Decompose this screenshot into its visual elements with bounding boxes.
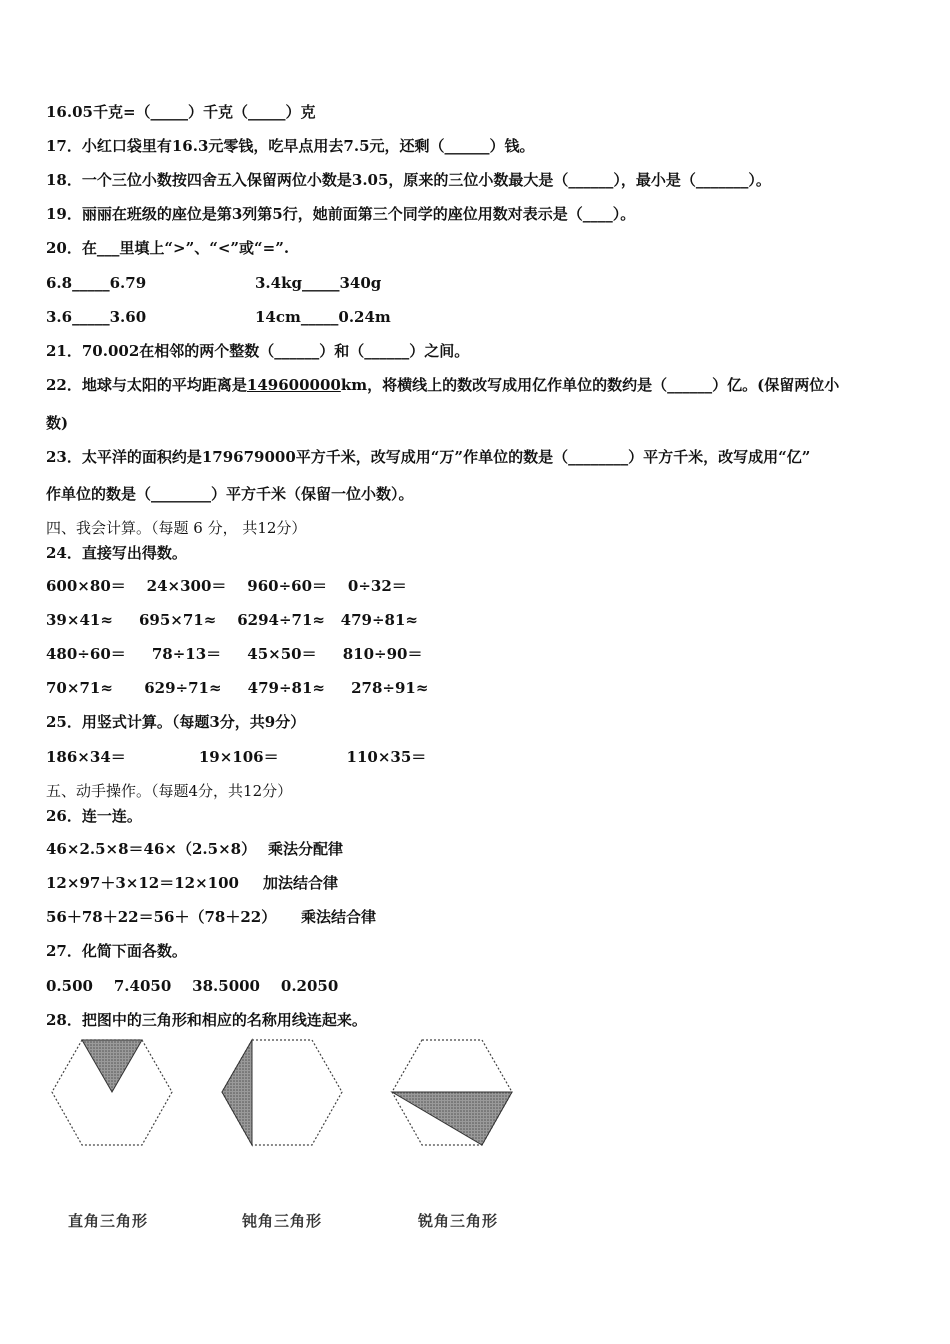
q25-row: 186×34＝ 19×106＝ 110×35＝ bbox=[46, 748, 427, 766]
q17-line: 17．小红口袋里有16.3元零钱，吃早点用去7.5元，还剩（______）钱。 bbox=[46, 137, 535, 155]
q24-row-3: 480÷60＝ 78÷13＝ 45×50＝ 810÷90＝ bbox=[46, 645, 423, 663]
q22-underlined-number: 149600000 bbox=[246, 376, 341, 394]
q24-row-2: 39×41≈ 695×71≈ 6294÷71≈ 479÷81≈ bbox=[46, 611, 418, 629]
q26-law-c: 乘法结合律 bbox=[301, 908, 377, 926]
hexagon-figures bbox=[45, 1035, 525, 1165]
q24-line: 24．直接写出得数。 bbox=[46, 544, 187, 562]
q22-prefix: 22．地球与太阳的平均距离是 bbox=[46, 376, 247, 394]
hexagon-2 bbox=[222, 1040, 342, 1145]
q23-line: 23．太平洋的面积约是179679000平方千米，改写成用“万”作单位的数是（________）平方千米，改写成用“亿” bbox=[46, 448, 811, 466]
q27-line: 27．化简下面各数。 bbox=[46, 942, 187, 960]
q18-line: 18．一个三位小数按四舍五入保留两位小数是3.05，原来的三位小数最大是（______），最小是（_______）。 bbox=[46, 171, 771, 189]
q28-line: 28．把图中的三角形和相应的名称用线连起来。 bbox=[46, 1011, 367, 1029]
caption-acute-triangle: 锐角三角形 bbox=[418, 1212, 499, 1230]
triangle-3-shaded bbox=[392, 1092, 512, 1145]
q26-expr-c: 56＋78＋22＝56＋（78＋22） bbox=[46, 908, 277, 926]
section-4-heading: 四、我会计算。（每题 6 分， 共12分） bbox=[46, 519, 307, 537]
q25-line: 25．用竖式计算。（每题3分，共9分） bbox=[46, 713, 306, 731]
q24-row-4: 70×71≈ 629÷71≈ 479÷81≈ 278÷91≈ bbox=[46, 679, 429, 697]
q19-line: 19．丽丽在班级的座位是第3列第5行，她前面第三个同学的座位用数对表示是（____）。 bbox=[46, 205, 636, 223]
q26-expr-a: 46×2.5×8＝46×（2.5×8） bbox=[46, 840, 257, 858]
triangle-2-shaded bbox=[222, 1040, 252, 1145]
caption-right-triangle: 直角三角形 bbox=[68, 1212, 149, 1230]
q23-line-2: 作单位的数是（________）平方千米（保留一位小数）。 bbox=[46, 485, 414, 503]
q20-item-c: 3.6_____3.60 bbox=[46, 308, 147, 326]
q22-line-2: 数) bbox=[46, 414, 69, 432]
q26-law-a: 乘法分配律 bbox=[268, 840, 344, 858]
q20-item-d: 14cm_____0.24m bbox=[255, 308, 391, 326]
q24-row-1: 600×80＝ 24×300＝ 960÷60＝ 0÷32＝ bbox=[46, 577, 407, 595]
q27-row: 0.500 7.4050 38.5000 0.2050 bbox=[46, 977, 339, 995]
section-5-heading: 五、动手操作。（每题4分，共12分） bbox=[46, 782, 293, 800]
q26-law-b: 加法结合律 bbox=[263, 874, 339, 892]
q21-line: 21．70.002在相邻的两个整数（______）和（______）之间。 bbox=[46, 342, 470, 360]
hexagon-1 bbox=[52, 1040, 172, 1145]
q20-item-b: 3.4kg_____340g bbox=[255, 274, 382, 292]
caption-obtuse-triangle: 钝角三角形 bbox=[242, 1212, 323, 1230]
q26-line: 26．连一连。 bbox=[46, 807, 142, 825]
q16-line: 16.05千克=（_____）千克（_____）克 bbox=[46, 103, 316, 121]
hexagon-3 bbox=[392, 1040, 512, 1145]
q20-item-a: 6.8_____6.79 bbox=[46, 274, 147, 292]
q22-suffix: km，将横线上的数改写成用亿作单位的数约是（______）亿。(保留两位小 bbox=[340, 376, 840, 394]
triangle-1-shaded bbox=[82, 1040, 142, 1092]
q26-expr-b: 12×97＋3×12＝12×100 bbox=[46, 874, 239, 892]
q22-line bbox=[46, 375, 839, 395]
q20-line: 20．在___里填上“>”、“<”或“=”. bbox=[46, 239, 290, 257]
